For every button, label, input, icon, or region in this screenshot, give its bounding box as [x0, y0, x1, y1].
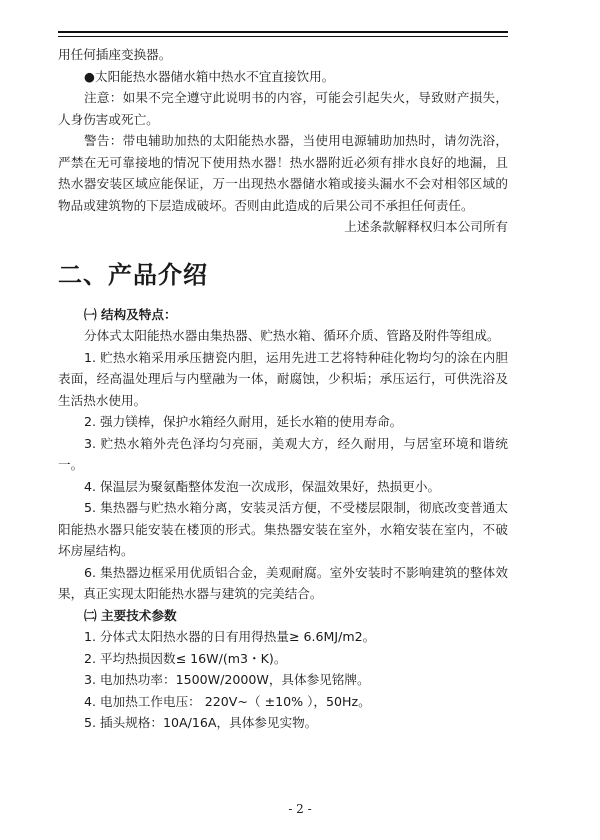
continued-line: 用任何插座变换器。	[58, 47, 172, 62]
structure-intro: 分体式太阳能热水器由集热器、贮热水箱、循环介质、管路及附件等组成。	[84, 328, 500, 343]
header-rule-thick	[58, 31, 508, 33]
param-item: 2. 平均热损因数≤ 16W/(m3・K)。	[84, 650, 287, 666]
feature-item: 1. 贮热水箱采用承压搪瓷内胆，运用先进工艺将特种硅化物均匀的涂在内胆表面，经高温处理后与内壁融为一体，耐腐蚀，少积垢；承压运行，可供洗浴及生活热水使用。	[58, 349, 508, 408]
param-item: 4. 电加热工作电压： 220V~（ ±10% ），50Hz。	[84, 693, 371, 709]
subheading-params-label: 主要技术参数	[100, 607, 177, 623]
subheading-structure	[58, 304, 508, 326]
param-item: 3. 电加热功率：1500W/2000W，具体参见铭牌。	[84, 672, 370, 687]
param-item: 1. 分体式太阳热水器的日有用得热量≥ 6.6MJ/m2。	[84, 629, 376, 644]
header-rule-thin	[58, 36, 508, 37]
feature-item: 2. 强力镁棒，保护水箱经久耐用，延长水箱的使用寿命。	[84, 414, 403, 429]
param-item: 5. 插头规格：10A/16A，具体参见实物。	[84, 715, 318, 730]
feature-item: 5. 集热器与贮热水箱分离，安装灵活方便，不受楼层限制，彻底改变普通太阳能热水器只能安装在楼顶的形式。集热器安装在室外，水箱安装在室内，不破坏房屋结构。	[58, 500, 508, 558]
notice-paragraph: 注意：如果不完全遵守此说明书的内容，可能会引起失火，导致财产损失，人身伤害或死亡。	[58, 90, 508, 127]
feature-item: 4. 保温层为聚氨酯整体发泡一次成形，保温效果好，热损更小。	[84, 478, 441, 494]
rights-statement: 上述条款解释权归本公司所有	[344, 219, 508, 234]
section-title: 二、产品介绍	[58, 260, 208, 289]
subheading-structure-num: ㈠	[84, 306, 97, 322]
feature-item: 6. 集热器边框采用优质铝合金，美观耐腐。室外安装时不影响建筑的整体效果，真正实现太阳能热水器与建筑的完美结合。	[58, 564, 508, 601]
page-number: - 2 -	[288, 802, 312, 816]
feature-item: 3. 贮热水箱外壳色泽均匀亮丽，美观大方，经久耐用，与居室环境和谐统一。	[58, 435, 508, 472]
bullet-drinking-water: ●太阳能热水器储水箱中热水不宜直接饮用。	[84, 68, 335, 84]
page-content	[58, 44, 508, 734]
subheading-structure-label: 结构及特点：	[100, 306, 177, 322]
subheading-params	[58, 605, 508, 627]
subheading-params-num: ㈡	[84, 607, 97, 623]
warning-paragraph: 警告：带电辅助加热的太阳能热水器，当使用电源辅助加热时，请勿洗浴，严禁在无可靠接地的情况下使用热水器！热水器附近必须有排水良好的地漏，且热水器安装区域应能保证，万一出现热水器储水箱或接头漏水不会对相邻区域的物品或建筑物的下层造成破坏。否则由此造成的后果公司不承担任何责任。	[58, 133, 508, 213]
